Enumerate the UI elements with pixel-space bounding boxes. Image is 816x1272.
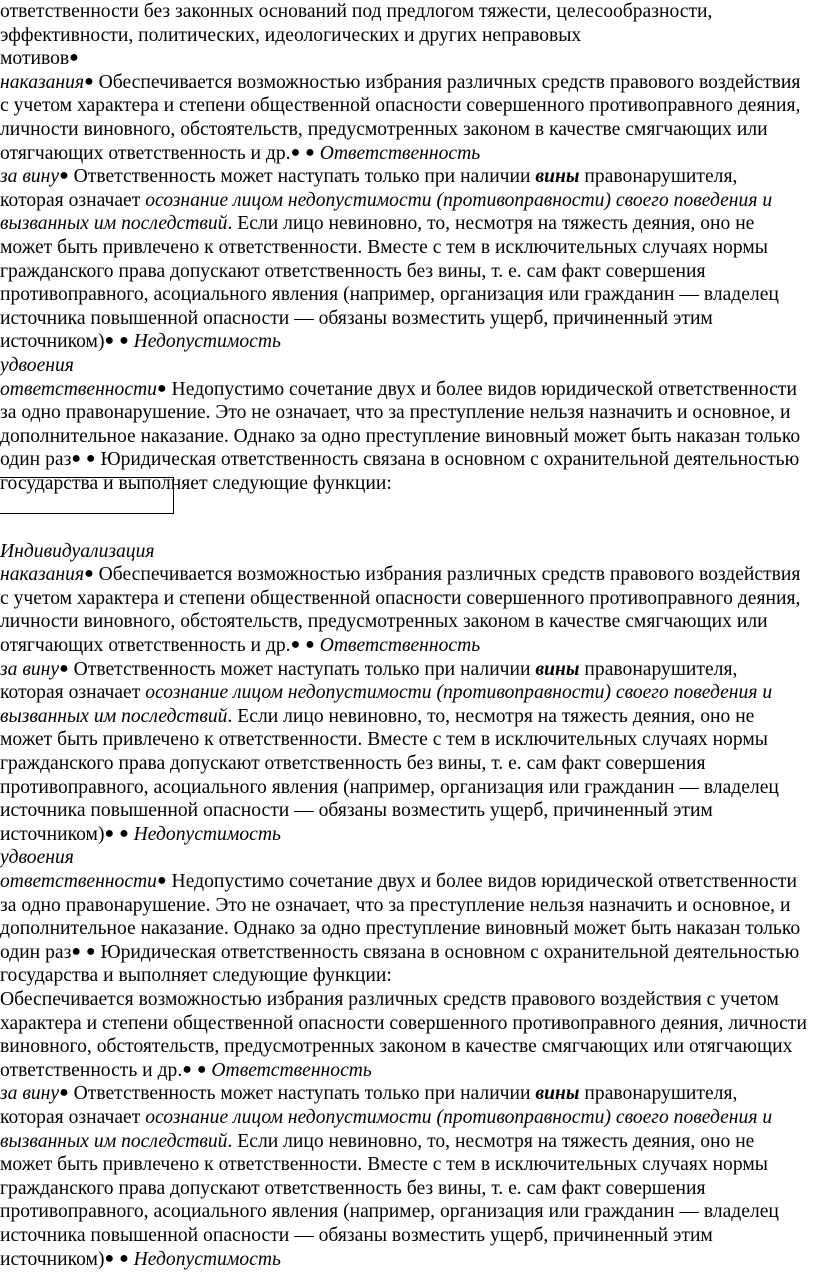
text-line <box>0 189 772 213</box>
text-run: один раз <box>0 941 72 963</box>
bullet-icon: ● <box>69 49 79 67</box>
text-line <box>0 448 799 473</box>
bullet-icon: ● <box>59 1084 69 1102</box>
text-line <box>0 283 779 307</box>
text-run: . Если лицо невиновно, то, несмотря на тяжесть деяния, оно не <box>227 1130 755 1152</box>
italic-term: осознание лицом недопустимости (противоправности) своего поведения и <box>145 1107 773 1128</box>
bullet-icon: ● <box>85 450 96 468</box>
text-run: источником) <box>0 331 105 353</box>
text-run: за одно правонарушение. Это не означает, что за преступление нельзя назначить и основное, и <box>0 894 791 916</box>
bullet-icon: ● <box>104 332 115 350</box>
italic-term: Недопустимость <box>133 331 281 353</box>
italic-term: наказания <box>0 71 85 93</box>
text-line <box>0 1177 706 1201</box>
text-run: противоправного, асоциального явления (например, организация или гражданин — владелец <box>0 776 779 798</box>
text-run: один раз <box>0 449 72 471</box>
text-line <box>0 260 706 284</box>
italic-term: осознание лицом недопустимости (противоправности) своего поведения и <box>145 682 773 704</box>
text-line <box>0 1059 372 1084</box>
text-line <box>0 1224 713 1248</box>
text-line <box>0 776 779 800</box>
text-run: личности виновного, обстоятельств, предусмотренных законом в качестве смягчающих или <box>0 119 768 140</box>
text-line <box>0 118 768 142</box>
bullet-icon: ● <box>104 1249 115 1267</box>
bullet-icon: ● <box>305 636 315 653</box>
bullet-icon: ● <box>71 450 81 468</box>
text-line <box>0 47 79 72</box>
italic-term: вызванных им последствий <box>0 1130 228 1152</box>
text-run: Недопустимо сочетание двух и более видов юридической ответственности <box>166 871 797 892</box>
text-line <box>0 752 706 776</box>
text-run: дополнительное наказание. Однако за одно преступление виновный может быть наказан только <box>0 425 801 447</box>
text-run: которая означает <box>0 1107 146 1128</box>
text-run: может быть привлечено к ответственности. Вместе с тем в исключительных случаях нормы <box>0 237 768 258</box>
bullet-icon: ● <box>59 167 69 185</box>
text-line <box>0 634 480 659</box>
italic-term: ответственности <box>0 378 157 400</box>
text-line <box>0 425 800 449</box>
bullet-icon: ● <box>85 942 96 960</box>
text-line <box>0 610 768 634</box>
text-run: дополнительное наказание. Однако за одно преступление виновный может быть наказан только <box>0 918 801 940</box>
bullet-icon: ● <box>156 379 167 397</box>
text-line <box>0 212 754 236</box>
text-line <box>0 236 768 260</box>
text-line <box>0 563 800 588</box>
italic-term: удвоения <box>0 355 74 376</box>
bold-italic-term: вины <box>535 658 580 680</box>
bullet-icon: ● <box>182 1060 192 1078</box>
bold-italic-term: вины <box>535 166 580 188</box>
text-run: с учетом характера и степени общественной опасности совершенного противоправного деяния, <box>0 587 801 609</box>
text-run: источником) <box>0 1248 105 1270</box>
text-line <box>0 24 581 48</box>
text-run: характера и степени общественной опасности совершенного противоправного деяния, личности <box>0 1012 807 1034</box>
text-line <box>0 728 768 752</box>
text-run: за одно правонарушение. Это не означает, что за преступление нельзя назначить и основное, и <box>0 402 791 424</box>
text-line <box>0 917 800 941</box>
bullet-icon: ● <box>84 565 94 583</box>
text-run: Юридическая ответственность связана в основном с охранительной деятельностью <box>95 941 800 963</box>
text-run: Ответственность может наступать только при наличии <box>68 166 536 188</box>
italic-term: Недопустимость <box>133 1248 281 1270</box>
bullet-icon: ● <box>290 143 301 161</box>
text-run: Ответственность может наступать только при наличии <box>68 1083 536 1105</box>
text-run: . Если лицо невиновно, то, несмотря на тяжесть деяния, оно не <box>227 213 755 235</box>
text-run: Обеспечивается возможностью избрания различных средств правового воздействия <box>93 564 801 586</box>
italic-term: Недопустимость <box>133 823 281 845</box>
bullet-icon: ● <box>59 659 69 677</box>
text-run: правонарушителя, <box>579 1083 738 1105</box>
italic-term: Ответственность <box>211 1059 372 1081</box>
text-line <box>0 964 392 988</box>
text-run: которая означает <box>0 682 146 704</box>
text-run: может быть привлечено к ответственности. Вместе с тем в исключительных случаях нормы <box>0 1154 768 1176</box>
text-line <box>0 681 772 705</box>
italic-term: Ответственность <box>319 142 481 164</box>
italic-term: вызванных им последствий <box>0 705 228 727</box>
text-line <box>0 165 737 190</box>
text-run: гражданского права допускают ответственность без вины, т. е. сам факт совершения <box>0 260 706 282</box>
text-run: источником) <box>0 823 105 845</box>
italic-term: за вину <box>0 658 60 680</box>
text-run: источника повышенной опасности — обязаны возместить ущерб, причиненный этим <box>0 1225 713 1246</box>
text-run: отягчающих ответственность и др. <box>0 142 291 164</box>
text-run: противоправного, асоциального явления (например, организация или гражданин — владелец <box>0 284 779 306</box>
text-run: источника повышенной опасности — обязаны возместить ущерб, причиненный этим <box>0 800 713 822</box>
bullet-icon: ● <box>119 824 129 842</box>
text-line <box>0 799 713 823</box>
italic-term: Ответственность <box>319 635 481 656</box>
text-run: . Если лицо невиновно, то, несмотря на тяжесть деяния, оно не <box>227 705 755 727</box>
bullet-icon: ● <box>71 942 81 960</box>
text-line <box>0 1106 772 1130</box>
text-run: правонарушителя, <box>579 658 738 680</box>
text-run: личности виновного, обстоятельств, предусмотренных законом в качестве смягчающих или <box>0 611 768 633</box>
text-run: Обеспечивается возможностью избрания различных средств правового воздействия с учетом <box>0 989 779 1010</box>
italic-term: Индивидуализация <box>0 540 155 562</box>
text-line <box>0 330 281 355</box>
bullet-icon: ● <box>305 143 315 161</box>
text-line <box>0 1012 807 1036</box>
text-line <box>0 587 800 611</box>
text-run: с учетом характера и степени общественной опасности совершенного противоправного деяния, <box>0 95 801 117</box>
text-line <box>0 1035 792 1059</box>
text-line <box>0 71 800 96</box>
text-run: Юридическая ответственность связана в основном с охранительной деятельностью <box>95 449 800 471</box>
italic-term: вызванных им последствий <box>0 213 228 235</box>
bullet-icon: ● <box>196 1060 207 1078</box>
text-line <box>0 823 281 848</box>
text-line <box>0 894 790 918</box>
text-line <box>0 472 392 496</box>
bullet-icon: ● <box>84 72 94 90</box>
text-line <box>0 354 74 378</box>
text-line <box>0 846 74 870</box>
text-line <box>0 870 797 895</box>
text-run: правонарушителя, <box>579 166 738 188</box>
bullet-icon: ● <box>290 636 301 653</box>
bullet-icon: ● <box>156 872 167 889</box>
text-line <box>0 540 155 564</box>
text-run: ответственность и др. <box>0 1059 183 1081</box>
text-line <box>0 1248 281 1272</box>
bullet-icon: ● <box>119 1249 129 1267</box>
text-line <box>0 1200 779 1224</box>
bullet-icon: ● <box>119 332 129 350</box>
text-line <box>0 1153 768 1177</box>
text-run: виновного, обстоятельств, предусмотренных законом в качестве смягчающих или отягчающих <box>0 1036 793 1058</box>
text-line <box>0 307 713 331</box>
italic-term: наказания <box>0 564 85 586</box>
text-run: Ответственность может наступать только при наличии <box>68 658 536 680</box>
text-run: Обеспечивается возможностью избрания различных средств правового воздействия <box>93 71 801 93</box>
text-line <box>0 378 797 403</box>
text-line <box>0 1082 737 1107</box>
bold-italic-term: вины <box>535 1083 580 1105</box>
italic-term: за вину <box>0 166 60 188</box>
italic-term: за вину <box>0 1083 60 1105</box>
italic-term: ответственности <box>0 871 157 892</box>
text-line <box>0 1130 754 1154</box>
text-run: ответственности без законных оснований под предлогом тяжести, целесообразности, <box>0 1 713 22</box>
text-line <box>0 988 779 1012</box>
text-run: гражданского права допускают ответственность без вины, т. е. сам факт совершения <box>0 753 706 774</box>
text-run: мотивов <box>0 48 70 70</box>
italic-term: удвоения <box>0 847 74 869</box>
text-run: отягчающих ответственность и др. <box>0 635 291 656</box>
text-line <box>0 658 737 683</box>
text-run: источника повышенной опасности — обязаны возместить ущерб, причиненный этим <box>0 307 713 329</box>
text-run: государства и выполняет следующие функции: <box>0 965 392 987</box>
italic-term: осознание лицом недопустимости (противоправности) своего поведения и <box>145 189 773 211</box>
text-line <box>0 94 800 118</box>
text-run: государства и выполняет следующие функции: <box>0 473 392 494</box>
text-line <box>0 941 799 966</box>
text-line <box>0 705 754 729</box>
text-run: гражданского права допускают ответственность без вины, т. е. сам факт совершения <box>0 1177 706 1199</box>
text-run: которая означает <box>0 189 146 211</box>
text-run: эффективности, политических, идеологических и других неправовых <box>0 24 582 46</box>
text-line <box>0 401 790 425</box>
bullet-icon: ● <box>104 824 115 842</box>
text-line <box>0 0 712 24</box>
text-line <box>0 142 480 167</box>
text-run: противоправного, асоциального явления (например, организация или гражданин — владелец <box>0 1201 779 1223</box>
text-run: может быть привлечено к ответственности. Вместе с тем в исключительных случаях нормы <box>0 729 768 751</box>
text-run: Недопустимо сочетание двух и более видов юридической ответственности <box>166 378 797 400</box>
